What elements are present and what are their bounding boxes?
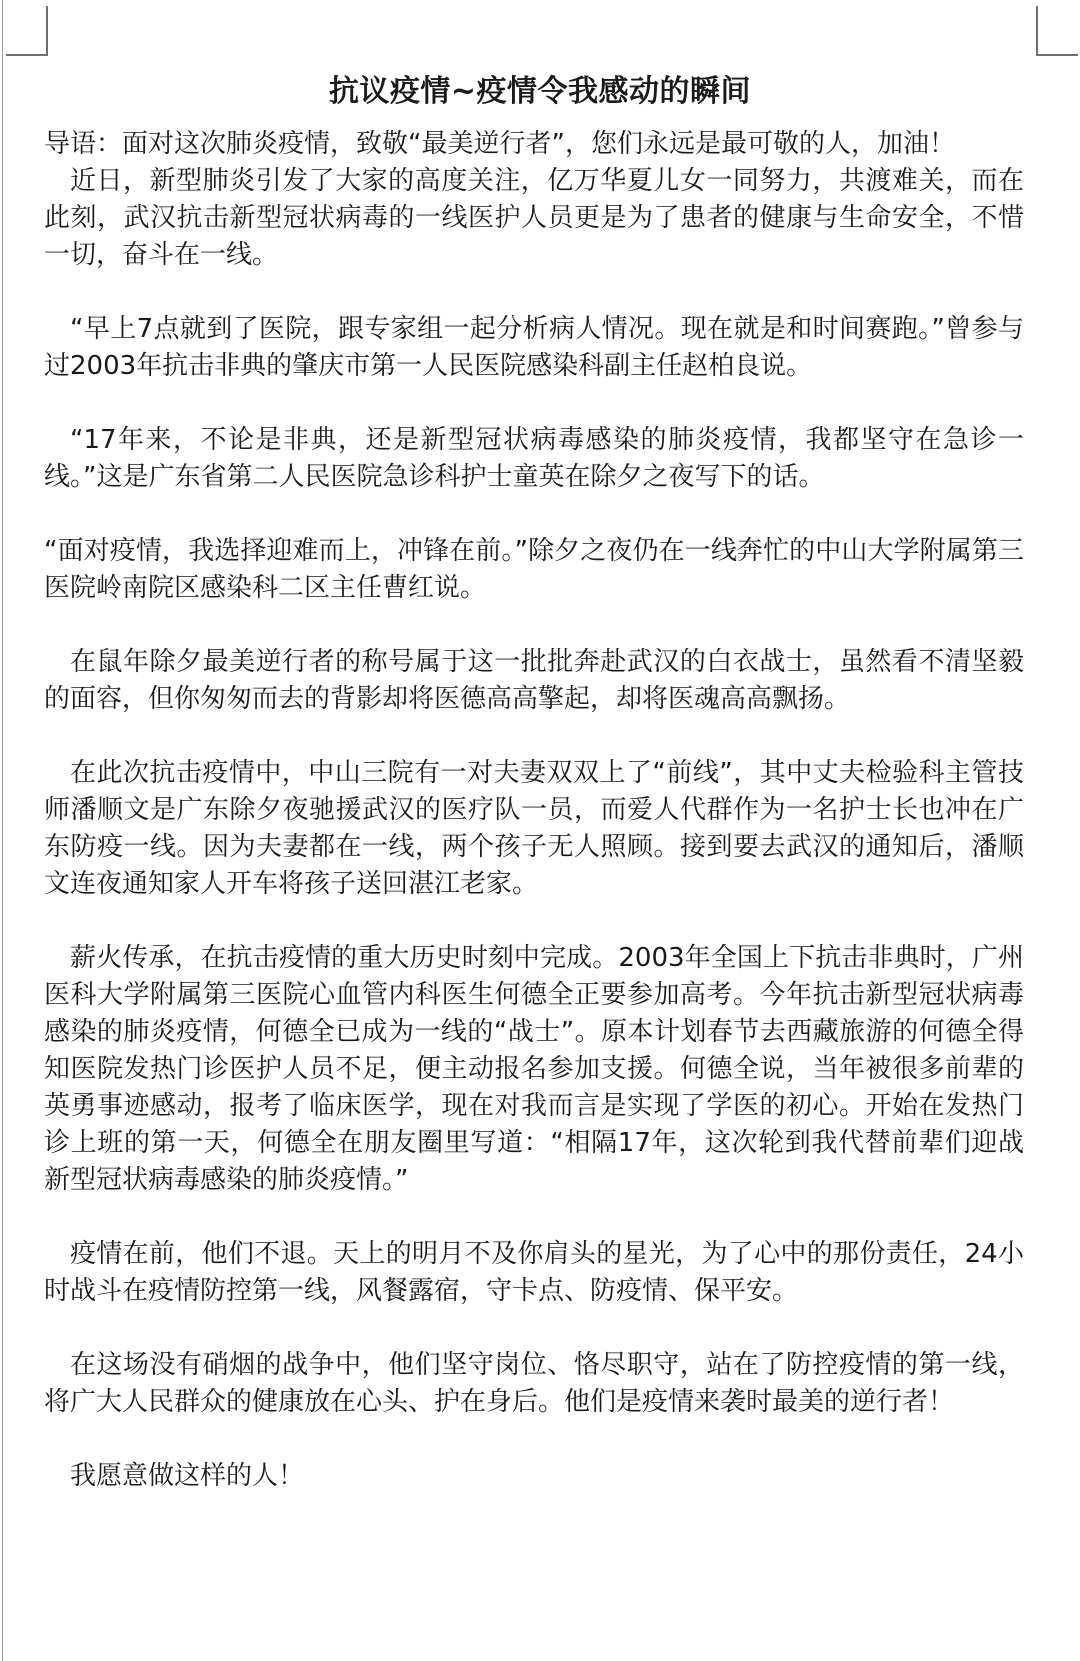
paragraph: 薪火传承，在抗击疫情的重大历史时刻中完成。2003年全国上下抗击非典时，广州医科大学附属第三医院心血管内科医生何德全正要参加高考。今年抗击新型冠状病毒感染的肺炎疫情，何德全已成为一线的“战士”。原本计划春节去西藏旅游的何德全得知医院发热门诊医护人员不足，便主动报名参加支援。何德全说，当年被很多前辈的英勇事迹感动，报考了临床医学，现在对我而言是实现了学医的初心。开始在发热门诊上班的第一天，何德全在朋友圈里写道：“相隔17年，这次轮到我代替前辈们迎战新型冠状病毒感染的肺炎疫情。” — [44, 943, 1024, 1195]
paragraph: 在此次抗击疫情中，中山三院有一对夫妻双双上了“前线”，其中丈夫检验科主管技师潘顺文是广东除夕夜驰援武汉的医疗队一员，而爱人代群作为一名护士长也冲在广东防疫一线。因为夫妻都在一线，两个孩子无人照顾。接到要去武汉的通知后，潘顺文连夜通知家人开车将孩子送回湛江老家。 — [44, 758, 1024, 899]
paragraph: 在鼠年除夕最美逆行者的称号属于这一批批奔赴武汉的白衣战士，虽然看不清坚毅的面容，但你匆匆而去的背影却将医德高高擎起，却将医魂高高飘扬。 — [44, 647, 1024, 714]
document-title: 抗议疫情~疫情令我感动的瞬间 — [328, 74, 752, 109]
top-right-margin-marker — [1036, 6, 1078, 56]
paragraph-closing: 我愿意做这样的人！ — [70, 1461, 305, 1491]
paragraph: “早上7点就到了医院，跟专家组一起分析病人情况。现在就是和时间赛跑。”曾参与过2003年抗击非典的肇庆市第一人民医院感染科副主任赵柏良说。 — [44, 314, 1024, 381]
document-body — [44, 126, 1024, 1495]
paragraph: “面对疫情，我选择迎难而上，冲锋在前。”除夕之夜仍在一线奔忙的中山大学附属第三医院岭南院区感染科二区主任曹红说。 — [44, 536, 1024, 603]
paragraph: 在这场没有硝烟的战争中，他们坚守岗位、恪尽职守，站在了防控疫情的第一线，将广大人民群众的健康放在心头、护在身后。他们是疫情来袭时最美的逆行者！ — [44, 1350, 1024, 1417]
page-left-border — [2, 0, 3, 1661]
top-left-margin-marker — [6, 6, 48, 56]
paragraph-intro: 导语：面对这次肺炎疫情，致敬“最美逆行者”，您们永远是最可敬的人，加油！ — [44, 129, 955, 159]
paragraph: 近日，新型肺炎引发了大家的高度关注，亿万华夏儿女一同努力，共渡难关，而在此刻，武汉抗击新型冠状病毒的一线医护人员更是为了患者的健康与生命安全，不惜一切，奋斗在一线。 — [44, 166, 1024, 270]
paragraph: “17年来，不论是非典，还是新型冠状病毒感染的肺炎疫情，我都坚守在急诊一线。”这是广东省第二人民医院急诊科护士童英在除夕之夜写下的话。 — [44, 425, 1024, 492]
paragraph: 疫情在前，他们不退。天上的明月不及你肩头的星光，为了心中的那份责任，24小时战斗在疫情防控第一线，风餐露宿，守卡点、防疫情、保平安。 — [44, 1239, 1024, 1306]
